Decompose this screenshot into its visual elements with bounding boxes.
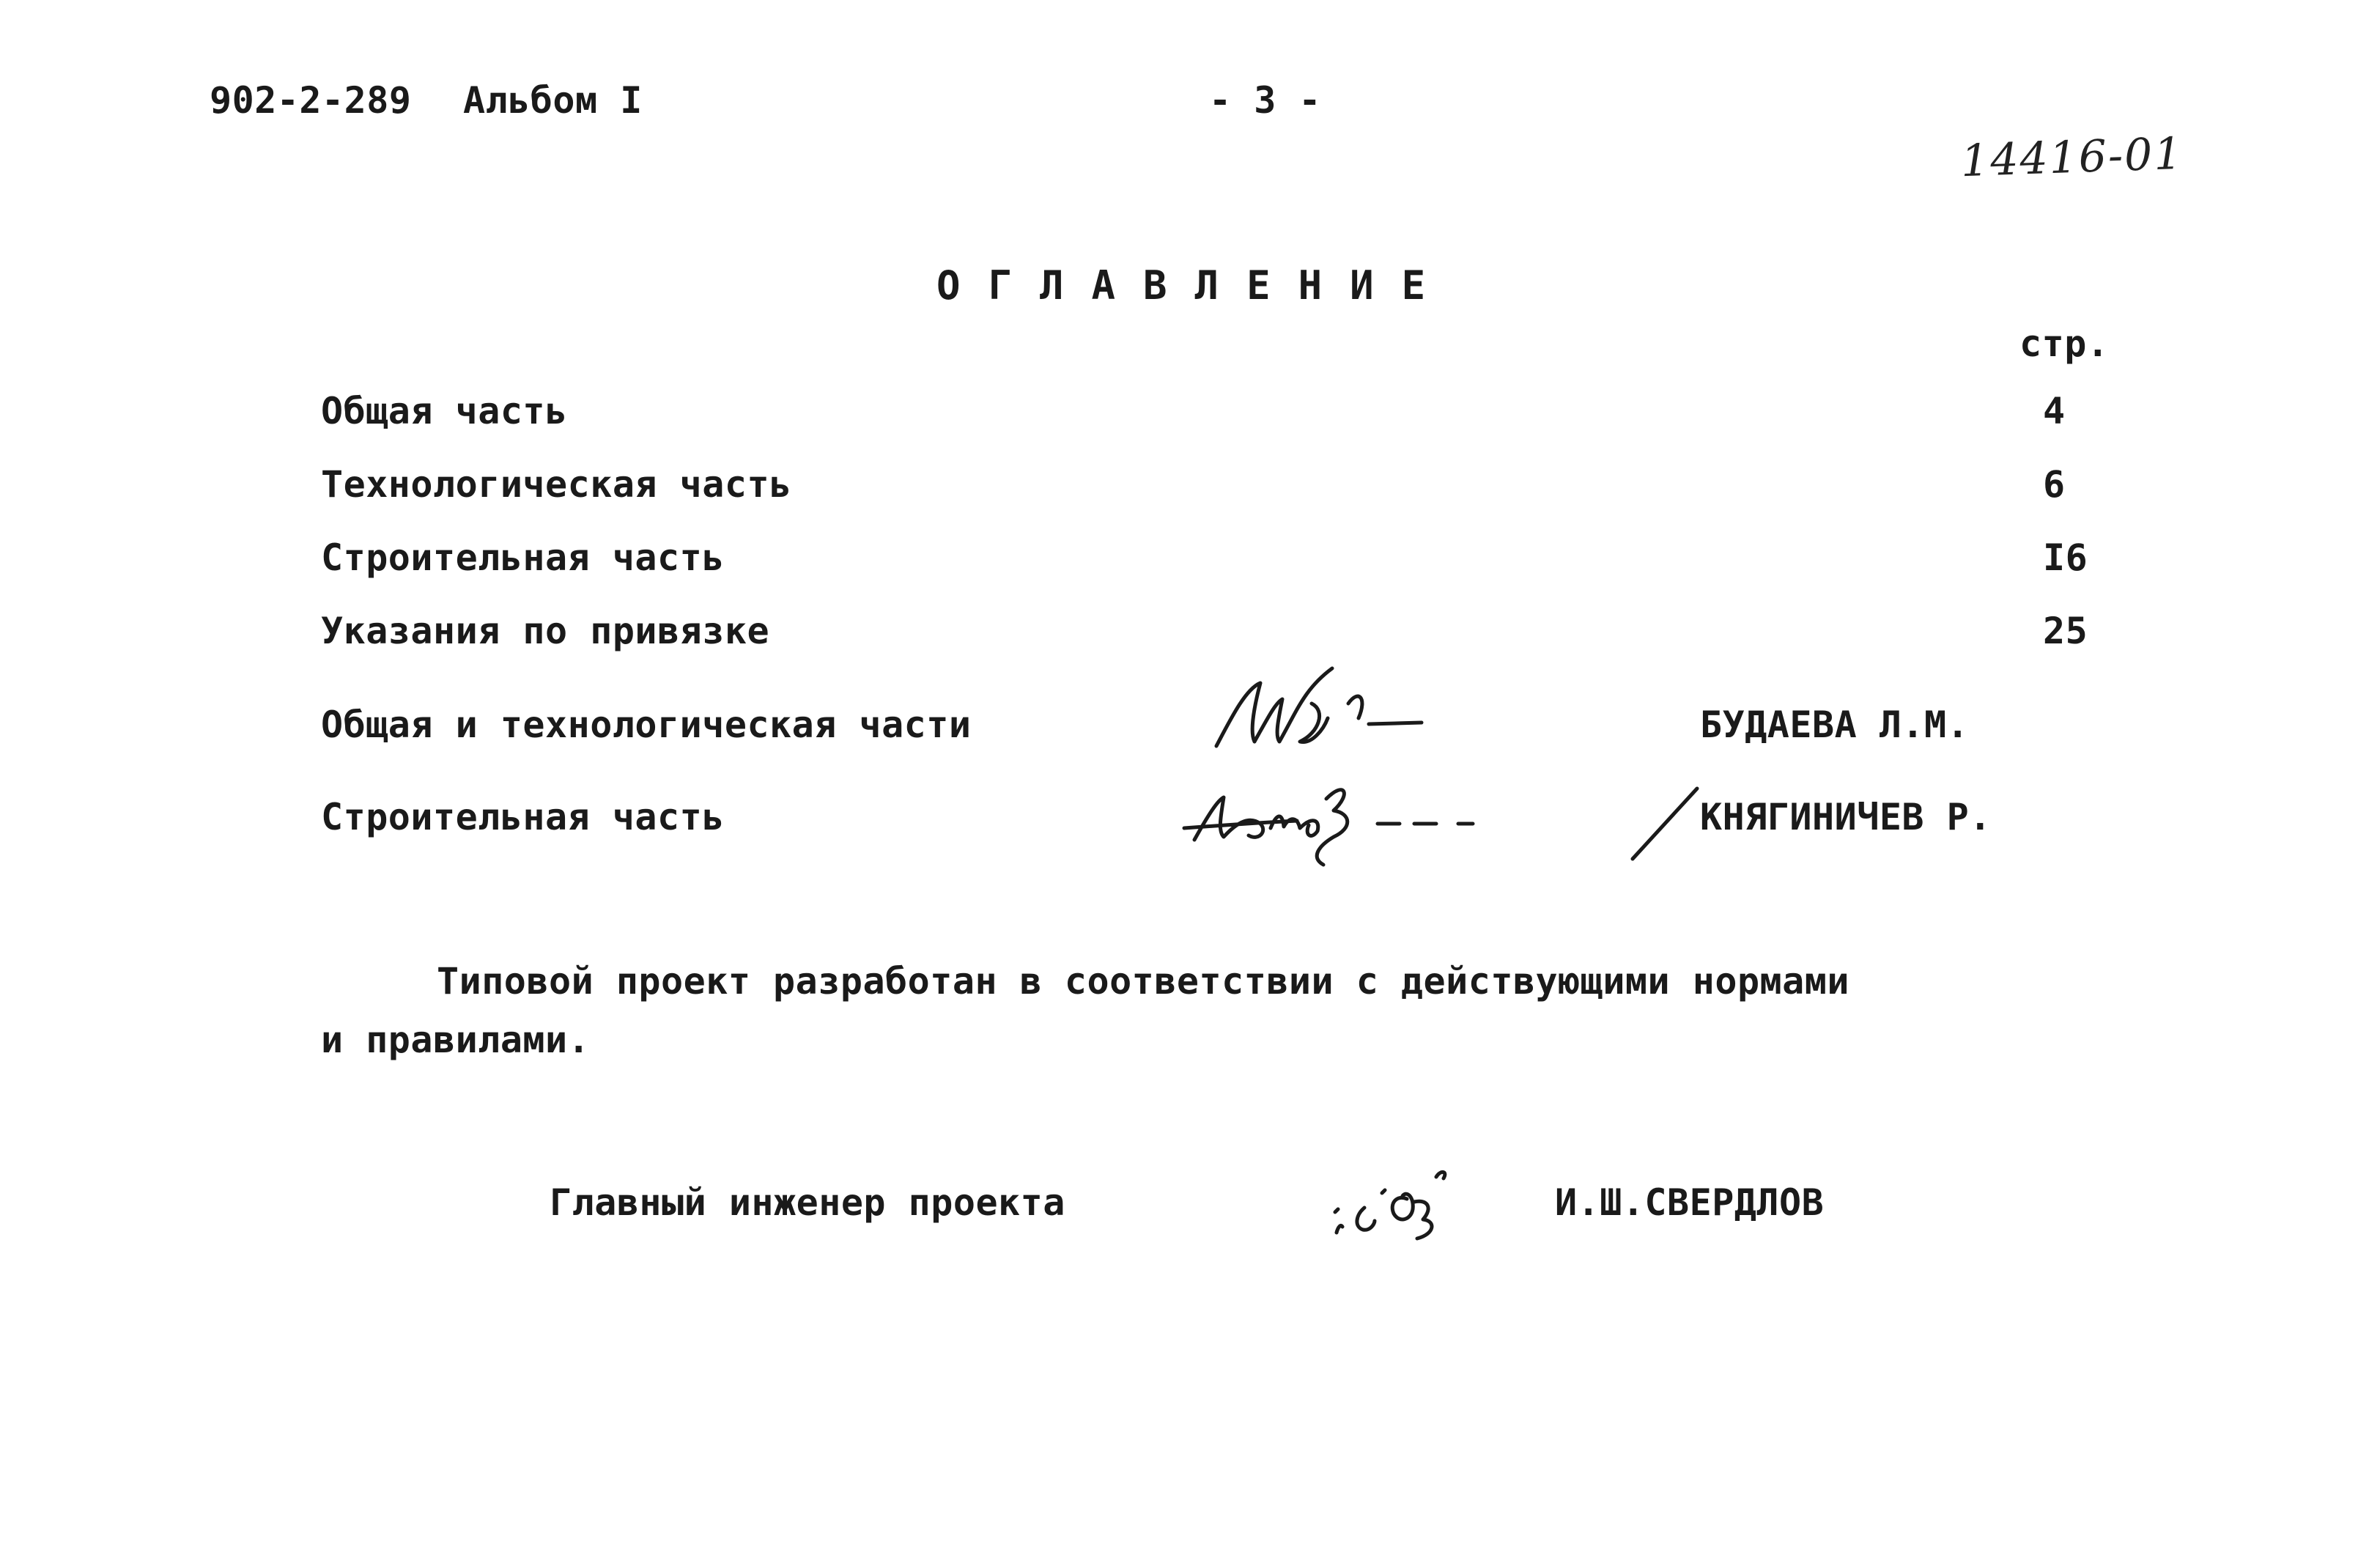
- signature-knyaginichev: [1180, 755, 1488, 887]
- slash-mark: [1627, 783, 1707, 863]
- page-number: - 3 -: [1209, 79, 1322, 122]
- chief-engineer-name: И.Ш.СВЕРДЛОВ: [1555, 1181, 1825, 1224]
- toc-item-page: 25: [2043, 610, 2088, 652]
- toc-item: [321, 372, 2094, 432]
- signature-budaeva: [1202, 660, 1451, 769]
- statement-line-1: Типовой проект разработан в соответствии с действующими нормами: [437, 960, 1849, 1003]
- handwritten-inventory-number: 14416-01: [1959, 128, 2184, 188]
- toc-leader-dots: [780, 592, 2033, 643]
- toc-leader-dots: [578, 372, 2033, 424]
- toc-item-page: 4: [2043, 390, 2066, 432]
- toc-item: [321, 446, 2094, 506]
- toc-leader-dots: [802, 446, 2033, 497]
- toc-item: [321, 592, 2094, 652]
- toc-item-label: Технологическая часть: [321, 463, 792, 506]
- document-code: 902-2-289: [210, 79, 412, 122]
- author-name: БУДАЕВА Л.М.: [1700, 704, 1970, 746]
- toc-item-label: Строительная часть: [321, 536, 725, 579]
- chief-engineer-role: Главный инженер проекта: [550, 1181, 1065, 1224]
- statement-line-2: и правилами.: [321, 1019, 591, 1061]
- toc-item-page: I6: [2043, 536, 2088, 579]
- toc-title: ОГЛАВЛЕНИЕ: [936, 262, 1454, 309]
- toc-page-column-label: стр.: [2019, 322, 2110, 365]
- signature-sverdlov: [1326, 1151, 1509, 1246]
- author-role: Строительная часть: [321, 796, 725, 838]
- toc-item-page: 6: [2043, 463, 2066, 506]
- author-role: Общая и технологическая части: [321, 704, 972, 746]
- author-name: КНЯГИНИЧЕВ Р.: [1700, 796, 1992, 838]
- toc-item-label: Указания по привязке: [321, 610, 770, 652]
- toc-item: [321, 519, 2094, 579]
- toc-leader-dots: [735, 519, 2033, 570]
- album-label: Альбом I: [463, 79, 643, 122]
- toc-item-label: Общая часть: [321, 390, 568, 432]
